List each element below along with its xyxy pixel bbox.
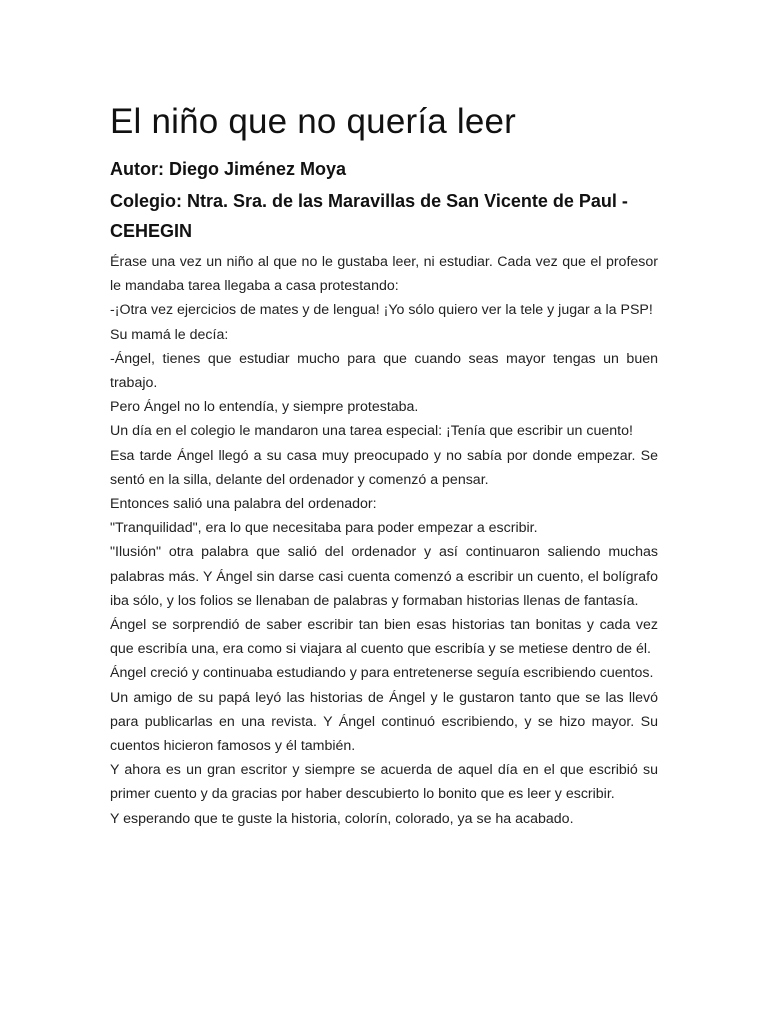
story-paragraph: Entonces salió una palabra del ordenador: <box>110 496 377 513</box>
author-line: Autor: Diego Jiménez Moya <box>110 159 347 179</box>
story-paragraph: Y esperando que te guste la historia, colorín, colorado, ya se ha acabado. <box>110 810 574 827</box>
story-paragraph: Un amigo de su papá leyó las historias de Ángel y le gustaron tanto que se las llevó para publicarlas en una revista. Y Ángel continuó escribiendo, y se hizo mayor. Su cuentos hicieron famosos y él también. <box>110 689 658 755</box>
story-paragraph: Érase una vez un niño al que no le gustaba leer, ni estudiar. Cada vez que el profesor le mandaba tarea llegaba a casa protestando: <box>110 254 658 295</box>
story-paragraph: Un día en el colegio le mandaron una tarea especial: ¡Tenía que escribir un cuento! <box>110 423 633 440</box>
story-paragraph: "Tranquilidad", era lo que necesitaba para poder empezar a escribir. <box>110 520 538 537</box>
story-paragraph: -Ángel, tienes que estudiar mucho para que cuando seas mayor tengas un buen trabajo. <box>110 350 658 392</box>
document-title: El niño que no quería leer <box>110 102 517 141</box>
story-paragraph: Su mamá le decía: <box>110 326 229 343</box>
story-paragraph: -¡Otra vez ejercicios de mates y de lengua! ¡Yo sólo quiero ver la tele y jugar a la PSP! <box>110 302 653 319</box>
school-line: Colegio: Ntra. Sra. de las Maravillas de San Vicente de Paul - CEHEGIN <box>110 191 628 241</box>
story-paragraph: Ángel creció y continuaba estudiando y para entretenerse seguía escribiendo cuentos. <box>110 665 654 682</box>
story-paragraph: Esa tarde Ángel llegó a su casa muy preocupado y no sabía por donde empezar. Se sentó en la silla, delante del ordenador y comenzó a pensar. <box>110 447 658 488</box>
document-page <box>110 98 658 831</box>
story-body <box>110 250 658 831</box>
story-paragraph: Pero Ángel no lo entendía, y siempre protestaba. <box>110 399 419 416</box>
story-paragraph: Y ahora es un gran escritor y siempre se acuerda de aquel día en el que escribió su primer cuento y da gracias por haber descubierto lo bonito que es leer y escribir. <box>110 762 658 803</box>
story-paragraph: "Ilusión" otra palabra que salió del ordenador y así continuaron saliendo muchas palabras más. Y Ángel sin darse casi cuenta comenzó a escribir un cuento, el bolígrafo iba sólo, y los folios se llenaban de palabras y formaban historias llenas de fantasía. <box>110 544 658 609</box>
story-paragraph: Ángel se sorprendió de saber escribir tan bien esas historias tan bonitas y cada vez que escribía una, era como si viajara al cuento que escribía y se metiese dentro de él. <box>110 617 658 658</box>
